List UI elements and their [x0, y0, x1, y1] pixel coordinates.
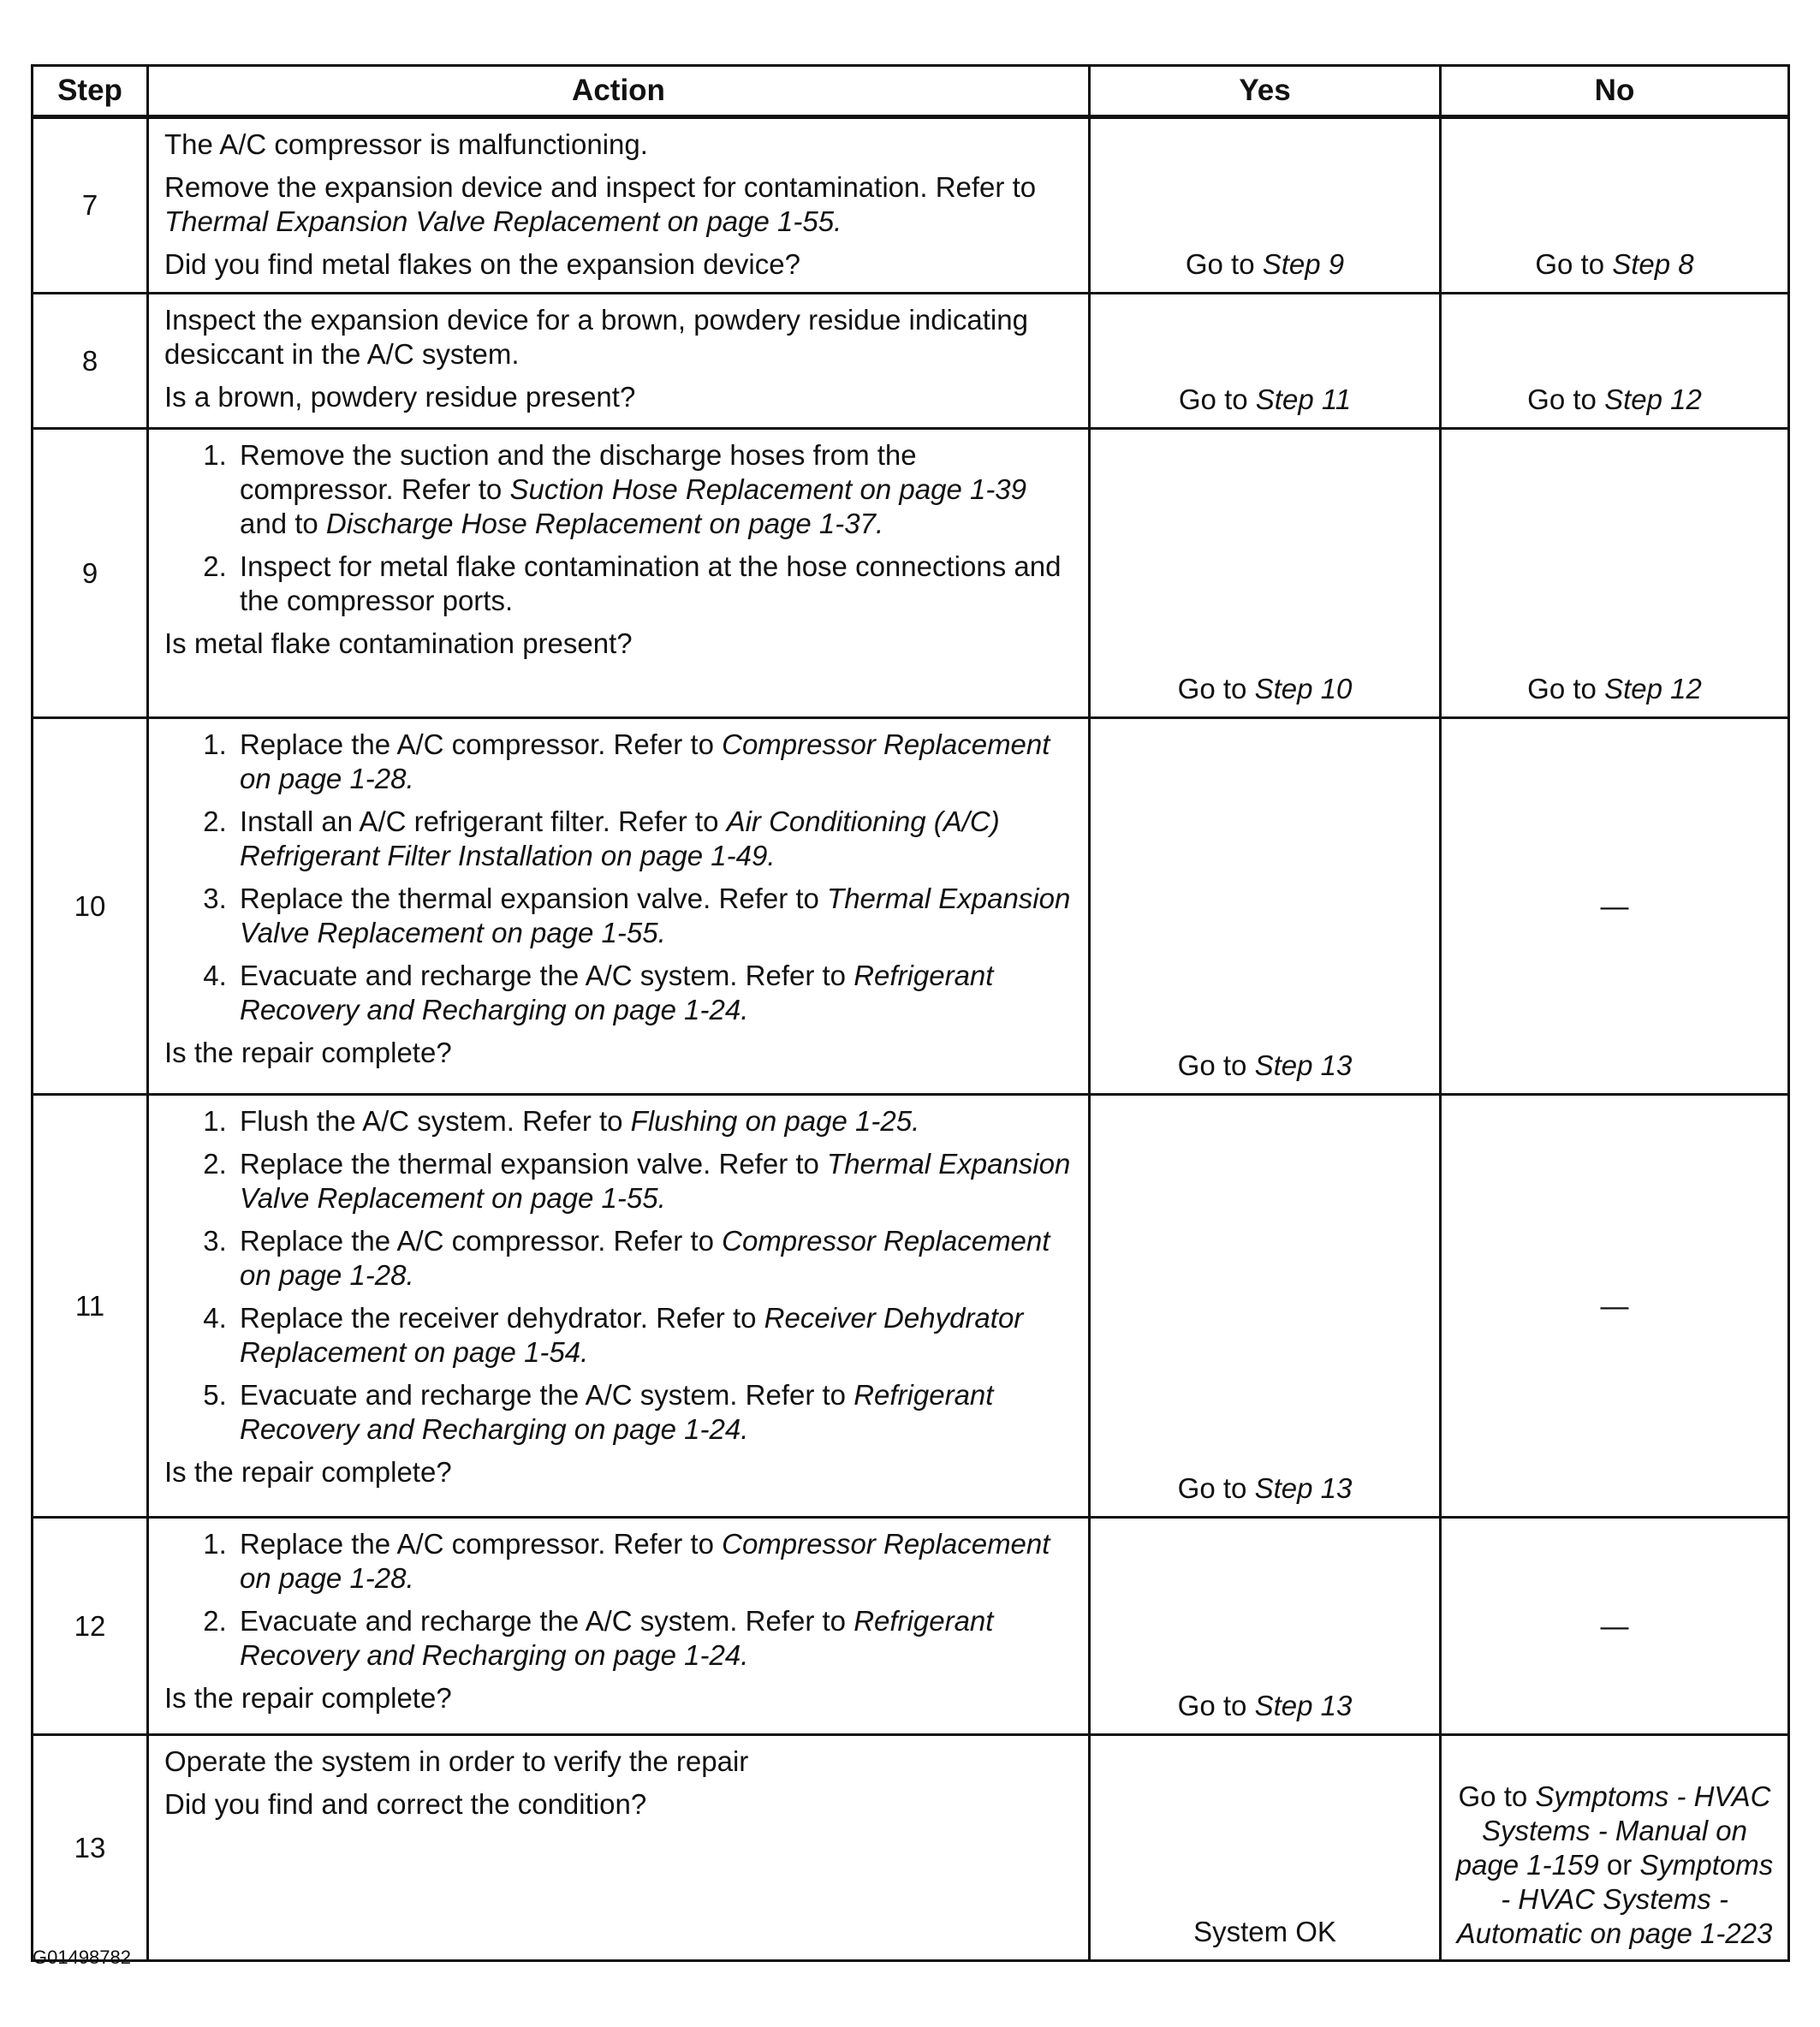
- text-run: Replace the receiver dehydrator. Refer to: [240, 1302, 764, 1334]
- text-run: Go to: [1527, 673, 1605, 704]
- header-action: Action: [148, 66, 1090, 117]
- action-paragraph: [164, 380, 1076, 414]
- table-row: [33, 294, 1789, 429]
- text-run: Go to: [1177, 1049, 1255, 1081]
- list-item: [235, 438, 1076, 541]
- text-run: Go to: [1458, 1780, 1536, 1812]
- reference-text: Thermal Expansion Valve Replacement on page 1-55.: [164, 205, 842, 237]
- yes-result: [1090, 294, 1441, 429]
- yes-result: [1090, 429, 1441, 718]
- no-result: [1441, 294, 1789, 429]
- text-run: The A/C compressor is malfunctioning.: [164, 128, 648, 160]
- reference-text: Refrigerant Recovery and Recharging on page 1-24.: [240, 960, 994, 1025]
- table-row: [33, 1095, 1789, 1518]
- action-cell: [148, 1735, 1090, 1961]
- text-run: Replace the thermal expansion valve. Refer to: [240, 883, 828, 914]
- reference-text: Receiver Dehydrator Replacement on page 1-54.: [240, 1302, 1024, 1368]
- reference-text: Step 13: [1254, 1690, 1353, 1721]
- yes-result: [1090, 718, 1441, 1095]
- list-item: [235, 1224, 1076, 1293]
- action-cell: [148, 429, 1090, 718]
- table-header-row: [33, 66, 1789, 117]
- text-run: Is the repair complete?: [164, 1037, 452, 1068]
- text-run: Evacuate and recharge the A/C system. Refer to: [240, 960, 854, 991]
- text-run: Did you find metal flakes on the expansion device?: [164, 248, 800, 280]
- text-run: —: [1600, 889, 1629, 922]
- reference-text: Symptoms - HVAC Systems - Manual on page 1-159: [1455, 1780, 1771, 1881]
- table-row: [33, 718, 1789, 1095]
- action-paragraph: [164, 1681, 1076, 1715]
- header-yes: Yes: [1090, 66, 1441, 117]
- action-paragraph: [164, 247, 1076, 282]
- text-run: Flush the A/C system. Refer to: [240, 1105, 631, 1137]
- action-steps-list: [164, 1527, 1076, 1673]
- yes-result: [1090, 1095, 1441, 1518]
- reference-text: Step 13: [1254, 1049, 1353, 1081]
- text-run: Evacuate and recharge the A/C system. Refer to: [240, 1379, 854, 1411]
- list-item: [235, 882, 1076, 950]
- reference-text: Symptoms - HVAC Systems - Automatic on page 1-223: [1456, 1849, 1774, 1949]
- list-item: [235, 805, 1076, 873]
- text-run: Is metal flake contamination present?: [164, 627, 633, 659]
- reference-text: Flushing on page 1-25.: [630, 1105, 920, 1137]
- no-result: [1441, 1518, 1789, 1735]
- no-result: [1441, 1095, 1789, 1518]
- no-result: [1441, 718, 1789, 1095]
- text-run: Is the repair complete?: [164, 1682, 452, 1714]
- action-paragraph: [164, 303, 1076, 372]
- step-number: 10: [33, 718, 148, 1095]
- reference-text: Air Conditioning (A/C) Refrigerant Filter Installation on page 1-49.: [240, 805, 1000, 871]
- reference-text: Step 12: [1604, 673, 1702, 704]
- diagnostic-table: [31, 64, 1790, 1962]
- procedure-document: [31, 64, 1787, 1962]
- action-paragraph: [164, 1745, 1076, 1779]
- reference-text: Compressor Replacement on page 1-28.: [240, 1528, 1050, 1594]
- step-number: 12: [33, 1518, 148, 1735]
- step-number: 13: [33, 1735, 148, 1961]
- action-cell: [148, 1095, 1090, 1518]
- reference-text: Step 9: [1262, 248, 1345, 280]
- text-run: and to: [240, 508, 326, 539]
- list-item: [235, 728, 1076, 796]
- action-paragraph: [164, 1787, 1076, 1822]
- action-paragraph: [164, 1036, 1076, 1070]
- no-result: [1441, 1735, 1789, 1961]
- reference-text: Compressor Replacement on page 1-28.: [240, 1225, 1050, 1291]
- yes-result: [1090, 117, 1441, 294]
- reference-text: Step 10: [1254, 673, 1353, 704]
- reference-text: Step 13: [1254, 1472, 1353, 1504]
- action-paragraph: [164, 627, 1076, 661]
- step-number: 9: [33, 429, 148, 718]
- action-steps-list: [164, 1104, 1076, 1447]
- list-item: [235, 1147, 1076, 1216]
- reference-text: Thermal Expansion Valve Replacement on page 1-55.: [240, 883, 1071, 948]
- table-row: [33, 1735, 1789, 1961]
- reference-text: Discharge Hose Replacement on page 1-37.: [325, 508, 884, 539]
- step-number: 7: [33, 117, 148, 294]
- list-item: [235, 1104, 1076, 1138]
- text-run: or: [1598, 1849, 1640, 1881]
- text-run: System OK: [1193, 1916, 1336, 1947]
- list-item: [235, 959, 1076, 1027]
- list-item: [235, 1527, 1076, 1596]
- text-run: Go to: [1177, 1690, 1255, 1721]
- table-row: [33, 117, 1789, 294]
- table-body: [33, 117, 1789, 1961]
- action-paragraph: [164, 170, 1076, 239]
- text-run: Is a brown, powdery residue present?: [164, 381, 636, 413]
- text-run: Evacuate and recharge the A/C system. Refer to: [240, 1605, 854, 1637]
- reference-text: Refrigerant Recovery and Recharging on page 1-24.: [240, 1379, 994, 1445]
- text-run: Replace the A/C compressor. Refer to: [240, 1225, 723, 1257]
- action-cell: [148, 718, 1090, 1095]
- text-run: Go to: [1177, 1472, 1255, 1504]
- table-row: [33, 429, 1789, 718]
- list-item: [235, 1604, 1076, 1673]
- text-run: Operate the system in order to verify the repair: [164, 1745, 749, 1777]
- text-run: Go to: [1177, 673, 1255, 704]
- action-paragraph: [164, 128, 1076, 162]
- yes-result: [1090, 1735, 1441, 1961]
- text-run: Inspect the expansion device for a brown, powdery residue indicating desiccant in the A/C system.: [164, 304, 1028, 370]
- action-cell: [148, 1518, 1090, 1735]
- text-run: Remove the expansion device and inspect for contamination. Refer to: [164, 171, 1037, 203]
- reference-text: Thermal Expansion Valve Replacement on page 1-55.: [240, 1148, 1071, 1214]
- header-no: No: [1441, 66, 1789, 117]
- reference-text: Compressor Replacement on page 1-28.: [240, 728, 1050, 794]
- yes-result: [1090, 1518, 1441, 1735]
- text-run: Replace the A/C compressor. Refer to: [240, 1528, 723, 1560]
- list-item: [235, 1378, 1076, 1447]
- action-paragraph: [164, 1455, 1076, 1489]
- header-step: Step: [33, 66, 148, 117]
- action-steps-list: [164, 438, 1076, 618]
- reference-text: Suction Hose Replacement on page 1-39: [509, 473, 1027, 505]
- list-item: [235, 550, 1076, 618]
- action-cell: [148, 294, 1090, 429]
- action-cell: [148, 117, 1090, 294]
- action-steps-list: [164, 728, 1076, 1027]
- text-run: Replace the thermal expansion valve. Refer to: [240, 1148, 828, 1180]
- text-run: Go to: [1527, 383, 1605, 415]
- reference-text: Step 8: [1612, 248, 1694, 280]
- text-run: Did you find and correct the condition?: [164, 1788, 647, 1820]
- text-run: Go to: [1178, 383, 1256, 415]
- step-number: 8: [33, 294, 148, 429]
- text-run: —: [1600, 1609, 1629, 1642]
- reference-text: Step 11: [1255, 383, 1352, 415]
- no-result: [1441, 429, 1789, 718]
- no-result: [1441, 117, 1789, 294]
- list-item: [235, 1301, 1076, 1370]
- text-run: Inspect for metal flake contamination at the hose connections and the compressor ports.: [240, 550, 1062, 616]
- text-run: Replace the A/C compressor. Refer to: [240, 728, 723, 760]
- table-row: [33, 1518, 1789, 1735]
- figure-id: G01498782: [33, 1947, 131, 1968]
- text-run: Install an A/C refrigerant filter. Refer to: [240, 805, 727, 837]
- reference-text: Refrigerant Recovery and Recharging on page 1-24.: [240, 1605, 994, 1671]
- step-number: 11: [33, 1095, 148, 1518]
- text-run: —: [1600, 1289, 1629, 1322]
- text-run: Go to: [1535, 248, 1613, 280]
- reference-text: Step 12: [1604, 383, 1702, 415]
- text-run: Go to: [1185, 248, 1263, 280]
- text-run: Is the repair complete?: [164, 1456, 452, 1488]
- text-run: Remove the suction and the discharge hoses from the compressor. Refer to: [240, 439, 917, 505]
